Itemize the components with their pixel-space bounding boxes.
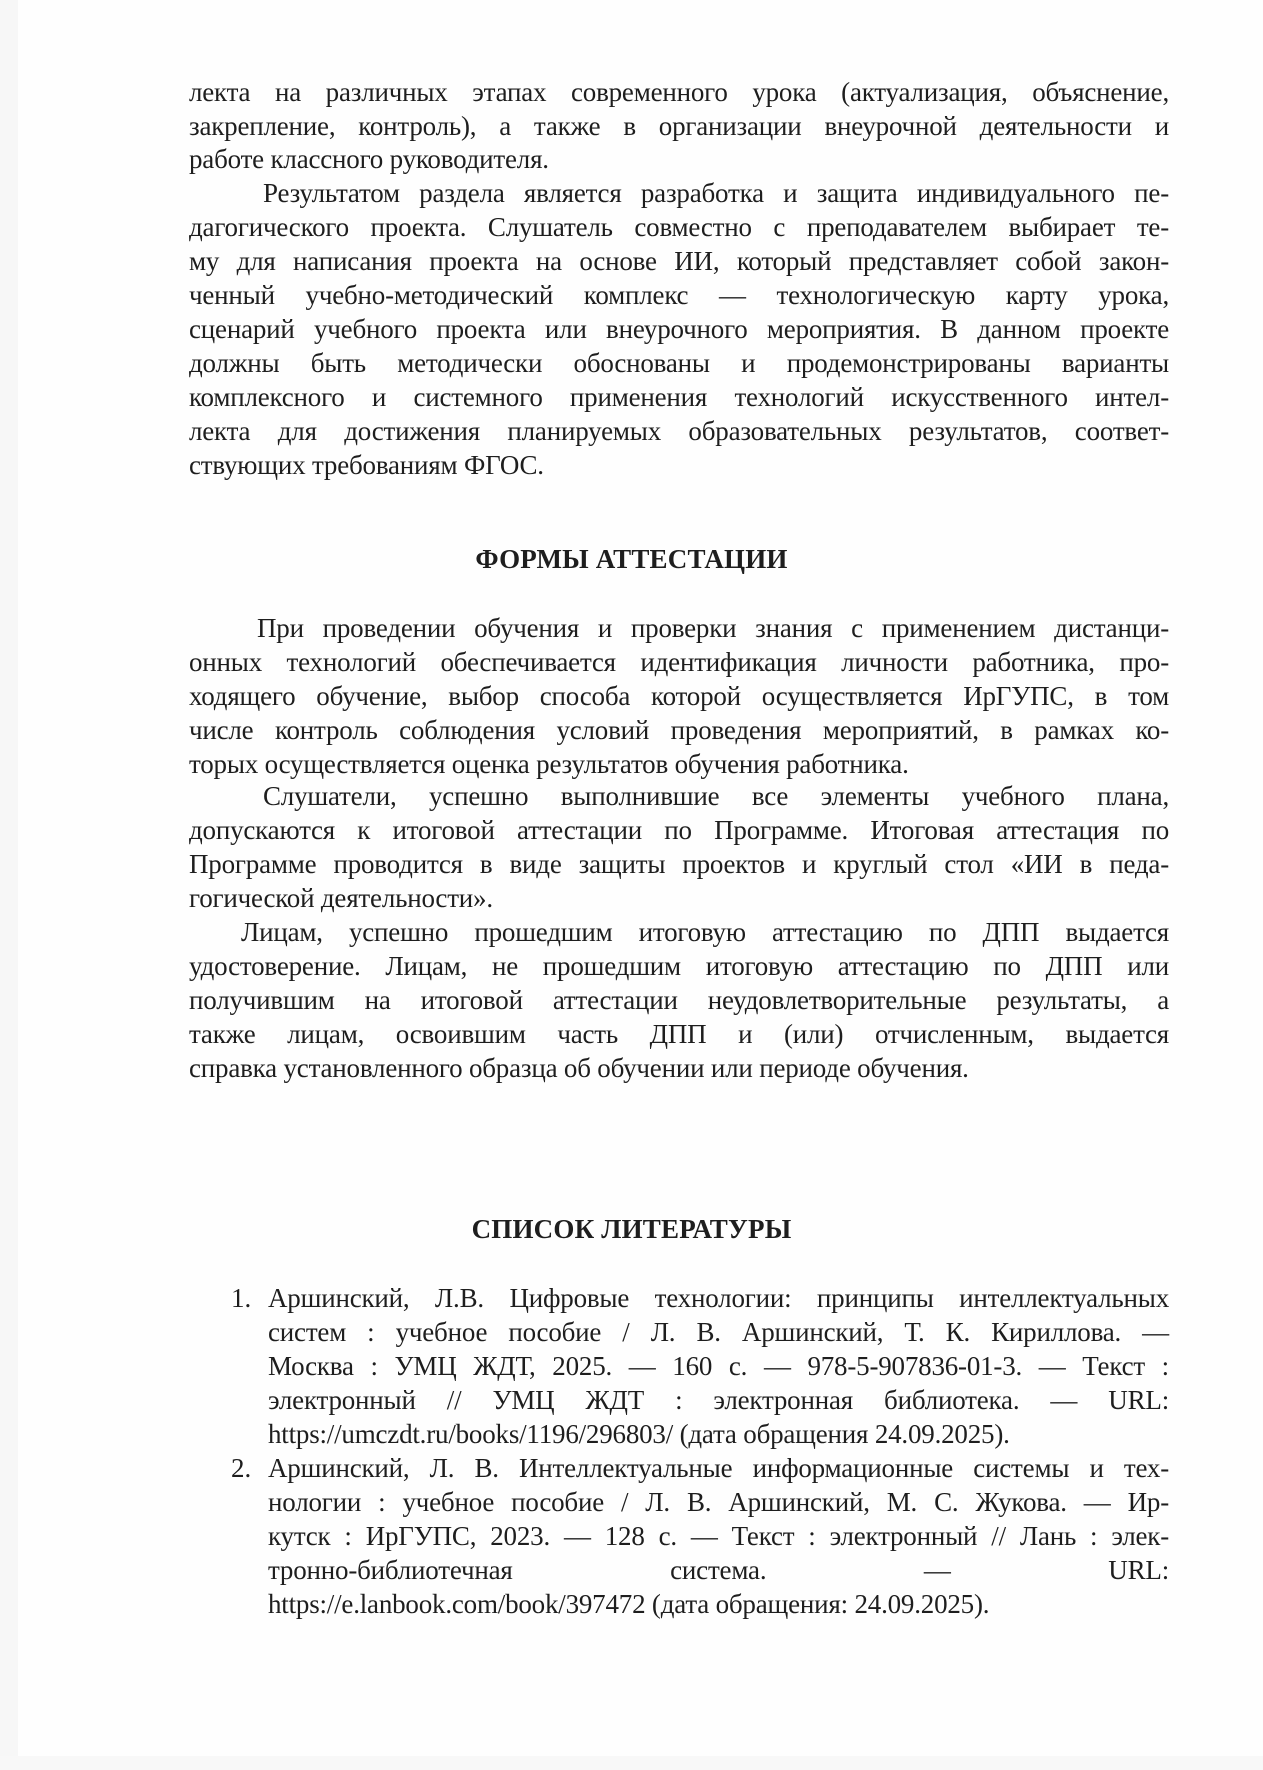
text-line: лекта на различных этапах современного урока (актуализация, объяснение, — [189, 77, 1169, 107]
text-line: Программе проводится в виде защиты проектов и круглый стол «ИИ в педа- — [189, 849, 1169, 879]
text-line: Аршинский, Л.В. Цифровые технологии: принципы интеллектуальных — [268, 1283, 1169, 1313]
text-line: онных технологий обеспечивается идентификация личности работника, про- — [189, 647, 1169, 677]
text-line: работе классного руководителя. — [189, 144, 549, 174]
text-line: сценарий учебного проекта или внеурочного мероприятия. В данном проекте — [189, 314, 1169, 344]
reference-url-line: https://e.lanbook.com/book/397472 (дата обращения: 24.09.2025). — [268, 1589, 990, 1619]
reference-url-line: https://umczdt.ru/books/1196/296803/ (дата обращения 24.09.2025). — [268, 1419, 1010, 1449]
text-line: При проведении обучения и проверки знания с применением дистанци- — [257, 613, 1169, 643]
text-line: систем : учебное пособие / Л. В. Аршинский, Т. К. Кириллова. — — [268, 1317, 1169, 1347]
reference-number: 2. — [231, 1453, 252, 1483]
text-line: допускаются к итоговой аттестации по Программе. Итоговая аттестация по — [189, 815, 1169, 845]
section-heading-attestation: ФОРМЫ АТТЕСТАЦИИ — [475, 544, 788, 574]
text-line: Москва : УМЦ ЖДТ, 2025. — 160 с. — 978-5-907836-01-3. — Текст : — [268, 1351, 1169, 1381]
text-line: закрепление, контроль), а также в организации внеурочной деятельности и — [189, 111, 1169, 141]
text-line: тронно-библиотечная система. — URL: — [268, 1555, 1169, 1585]
text-line: нологии : учебное пособие / Л. В. Аршинский, М. С. Жукова. — Ир- — [268, 1487, 1169, 1517]
text-line: дагогического проекта. Слушатель совместно с преподавателем выбирает те- — [189, 212, 1169, 242]
text-line: гогической деятельности». — [189, 883, 493, 913]
text-line: комплексного и системного применения технологий искусственного интел- — [189, 382, 1169, 412]
text-line: Лицам, успешно прошедшим итоговую аттестацию по ДПП выдается — [241, 917, 1169, 947]
text-line: Слушатели, успешно выполнившие все элементы учебного плана, — [263, 781, 1169, 811]
text-line: лекта для достижения планируемых образовательных результатов, соответ- — [189, 416, 1169, 446]
text-line: ченный учебно-методический комплекс — технологическую карту урока, — [189, 280, 1169, 310]
text-line: должны быть методически обоснованы и продемонстрированы варианты — [189, 348, 1169, 378]
text-line: справка установленного образца об обучении или периоде обучения. — [189, 1053, 969, 1083]
scan-edge-left — [0, 0, 18, 1770]
text-line: кутск : ИрГУПС, 2023. — 128 с. — Текст : электронный // Лань : элек- — [268, 1521, 1169, 1551]
text-line: также лицам, освоившим часть ДПП и (или) отчисленным, выдается — [189, 1019, 1169, 1049]
text-line: получившим на итоговой аттестации неудовлетворительные результаты, а — [189, 985, 1169, 1015]
reference-number: 1. — [231, 1283, 252, 1313]
text-line: Аршинский, Л. В. Интеллектуальные информационные системы и тех- — [268, 1453, 1169, 1483]
text-line: Результатом раздела является разработка и защита индивидуального пе- — [263, 178, 1169, 208]
text-line: электронный // УМЦ ЖДТ : электронная библиотека. — URL: — [268, 1385, 1169, 1415]
text-line: числе контроль соблюдения условий проведения мероприятий, в рамках ко- — [189, 715, 1169, 745]
text-line: ходящего обучение, выбор способа которой осуществляется ИрГУПС, в том — [189, 681, 1169, 711]
scan-edge-bottom — [0, 1756, 1263, 1770]
section-heading-references: СПИСОК ЛИТЕРАТУРЫ — [471, 1214, 792, 1244]
text-line: ствующих требованиям ФГОС. — [189, 450, 544, 480]
text-line: торых осуществляется оценка результатов обучения работника. — [189, 749, 909, 779]
text-line: му для написания проекта на основе ИИ, который представляет собой закон- — [189, 246, 1169, 276]
text-line: удостоверение. Лицам, не прошедшим итоговую аттестацию по ДПП или — [189, 951, 1169, 981]
